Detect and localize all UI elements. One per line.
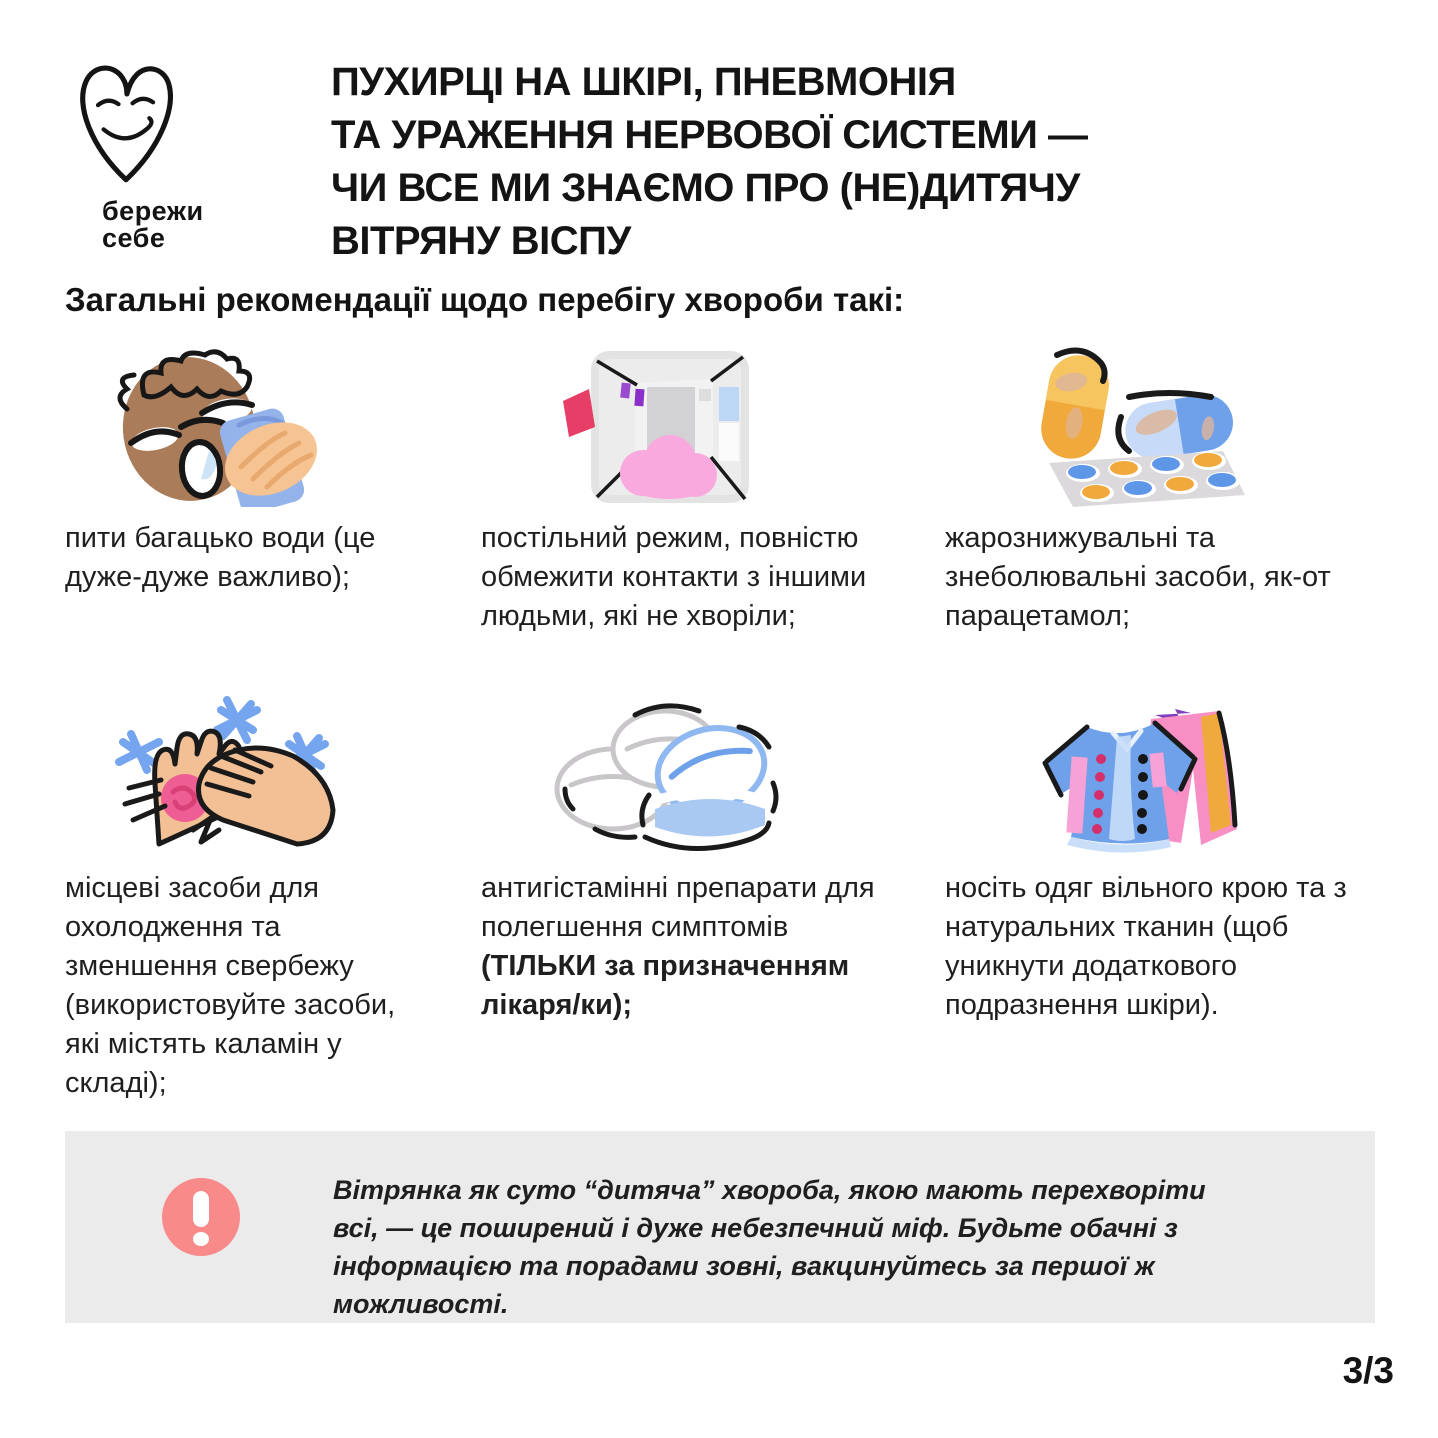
recommendation-card-bed-rest [481, 345, 945, 695]
smiling-heart-icon [70, 52, 182, 190]
recommendation-text-regular: антигістамінні препарати для полегшення симптомів [481, 872, 875, 943]
recommendation-text: жарознижувальні та знеболювальні засоби, як-от парацетамол; [945, 522, 1331, 632]
brand-name [102, 198, 280, 252]
title-line: ТА УРАЖЕННЯ НЕРВОВОЇ СИСТЕМИ — [331, 113, 1088, 157]
loose-clothes-illustration [1005, 697, 1255, 857]
recommendation-text: пити багацько води (це дуже-дуже важливо); [65, 522, 376, 593]
exclamation-icon [162, 1178, 240, 1256]
warning-box [65, 1131, 1375, 1323]
brand-name-line1: бережи [102, 196, 204, 226]
recommendation-text: місцеві засоби для охолодження та зменшення свербежу (використовуйте засоби, які містять каламін у складі); [65, 872, 396, 1099]
warning-text: Вітрянка як суто “дитяча” хвороба, якою мають перехворіти всі, — це поширений і дуже небезпечний міф. Будьте обачні з інформацією та порадами зовні, вакцинуйтесь за першої ж можливості. [333, 1175, 1206, 1319]
recommendations-grid [65, 345, 1380, 1103]
recommendation-text: постільний режим, повністю обмежити контакти з іншими людьми, які не хворіли; [481, 522, 867, 632]
antihistamine-tablets-illustration [543, 697, 793, 857]
brand-name-line2: себе [102, 223, 166, 253]
drinking-water-illustration [89, 347, 354, 507]
page-number: 3/3 [1342, 1350, 1394, 1391]
recommendation-card-drink-water [65, 345, 481, 695]
recommendation-card-cooling [65, 695, 481, 1103]
title-line: ВІТРЯНУ ВІСПУ [331, 219, 631, 263]
brand-logo [70, 52, 280, 252]
recommendation-text [481, 869, 881, 1025]
title-line: ПУХИРЦІ НА ШКІРІ, ПНЕВМОНІЯ [331, 60, 956, 104]
recommendation-card-antihistamines [481, 695, 945, 1103]
section-heading: Загальні рекомендації щодо перебігу хвороби такі: [65, 281, 905, 318]
title-line: ЧИ ВСЕ МИ ЗНАЄМО ПРО (НЕ)ДИТЯЧУ [331, 166, 1080, 210]
page-title [331, 56, 1261, 268]
cooling-hands-illustration [89, 692, 354, 857]
recommendation-text: носіть одяг вільного крою та з натуральних тканин (щоб уникнути додаткового подразнення шкіри). [945, 872, 1347, 1021]
pills-blister-illustration [1005, 347, 1255, 507]
recommendation-text-bold: (ТІЛЬКИ за призначенням лікаря/ки); [481, 950, 850, 1021]
recommendation-card-clothes [945, 695, 1380, 1103]
recommendation-card-antipyretics [945, 345, 1380, 695]
isolation-room-illustration [543, 347, 793, 507]
